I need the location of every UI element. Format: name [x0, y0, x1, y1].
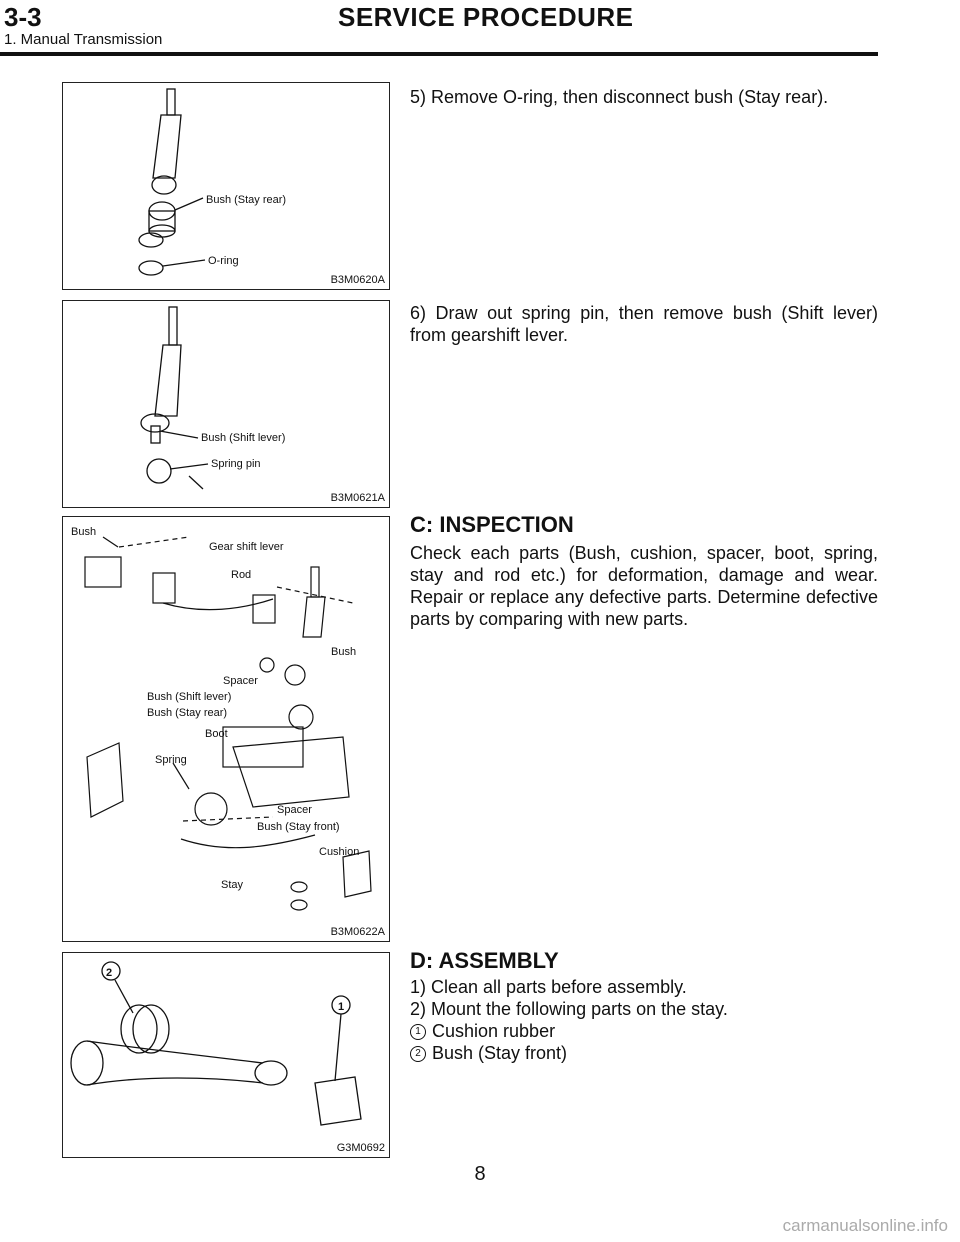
label-spacer-bottom: Spacer — [277, 804, 312, 816]
step-5: 5) Remove O-ring, then disconnect bush (Stay rear). — [410, 87, 829, 107]
figure-stay-assembly — [62, 952, 390, 1158]
label-spring: Spring — [155, 754, 187, 766]
page-title: SERVICE PROCEDURE — [338, 2, 634, 32]
step-6: 6) Draw out spring pin, then remove bush (Shift lever) from gearshift lever. — [410, 303, 878, 345]
label-bush-right: Bush — [331, 646, 357, 658]
figure-exploded-view — [62, 516, 390, 942]
label-boot: Boot — [205, 728, 228, 740]
label-bush-stay-rear: Bush (Stay rear) — [147, 707, 228, 719]
callout-number-2: 2 — [410, 1046, 426, 1062]
assembly-part-2 — [410, 1042, 567, 1064]
inspection-body: Check each parts (Bush, cushion, spacer, boot, spring, stay and rod etc.) for deformation, damage and wear. Repair or replace any defective parts. Determine defective parts by comparing with new parts. — [410, 543, 878, 629]
figure-stay-rear-drawing — [63, 83, 389, 289]
label-bush-shift-lever: Bush (Shift lever) — [147, 691, 232, 703]
figure-exploded-view-drawing — [63, 517, 389, 941]
label-spring-pin: Spring pin — [211, 458, 261, 470]
inspection-heading: C: INSPECTION — [410, 512, 574, 537]
label-bush-top: Bush — [71, 526, 97, 538]
figure-code: B3M0621A — [330, 492, 385, 504]
label-bush-stay-front: Bush (Stay front) — [257, 821, 340, 833]
label-bush-stay-rear: Bush (Stay rear) — [206, 194, 287, 206]
figure-code: B3M0620A — [330, 274, 385, 286]
section-subtitle: 1. Manual Transmission — [4, 31, 163, 48]
page-number: 8 — [474, 1163, 486, 1185]
assembly-part-1 — [410, 1020, 555, 1042]
assembly-step-1: 1) Clean all parts before assembly. — [410, 977, 687, 997]
label-rod: Rod — [231, 569, 252, 581]
figure-shift-lever-drawing — [63, 301, 389, 507]
section-number: 3-3 — [4, 2, 42, 32]
label-stay: Stay — [221, 879, 244, 891]
part-label-cushion-rubber: Cushion rubber — [432, 1021, 556, 1041]
figure-code: G3M0692 — [336, 1142, 385, 1154]
assembly-heading: D: ASSEMBLY — [410, 948, 559, 973]
header-rule — [0, 52, 878, 56]
figure-code: B3M0622A — [330, 926, 385, 938]
figure-stay-rear — [62, 82, 390, 290]
figure-stay-assembly-drawing — [63, 953, 389, 1157]
label-o-ring: O-ring — [208, 255, 239, 267]
assembly-step-2: 2) Mount the following parts on the stay. — [410, 999, 728, 1019]
label-cushion: Cushion — [319, 846, 360, 858]
label-spacer-top: Spacer — [223, 675, 258, 687]
part-label-bush-stay-front: Bush (Stay front) — [432, 1043, 568, 1063]
label-gear-shift-lever: Gear shift lever — [209, 541, 284, 553]
callout-1: 1 — [338, 1001, 345, 1013]
watermark: carmanualsonline.info — [782, 1216, 948, 1235]
callout-2: 2 — [106, 967, 113, 979]
callout-number-1: 1 — [410, 1024, 426, 1040]
label-bush-shift-lever: Bush (Shift lever) — [201, 432, 286, 444]
figure-shift-lever — [62, 300, 390, 508]
